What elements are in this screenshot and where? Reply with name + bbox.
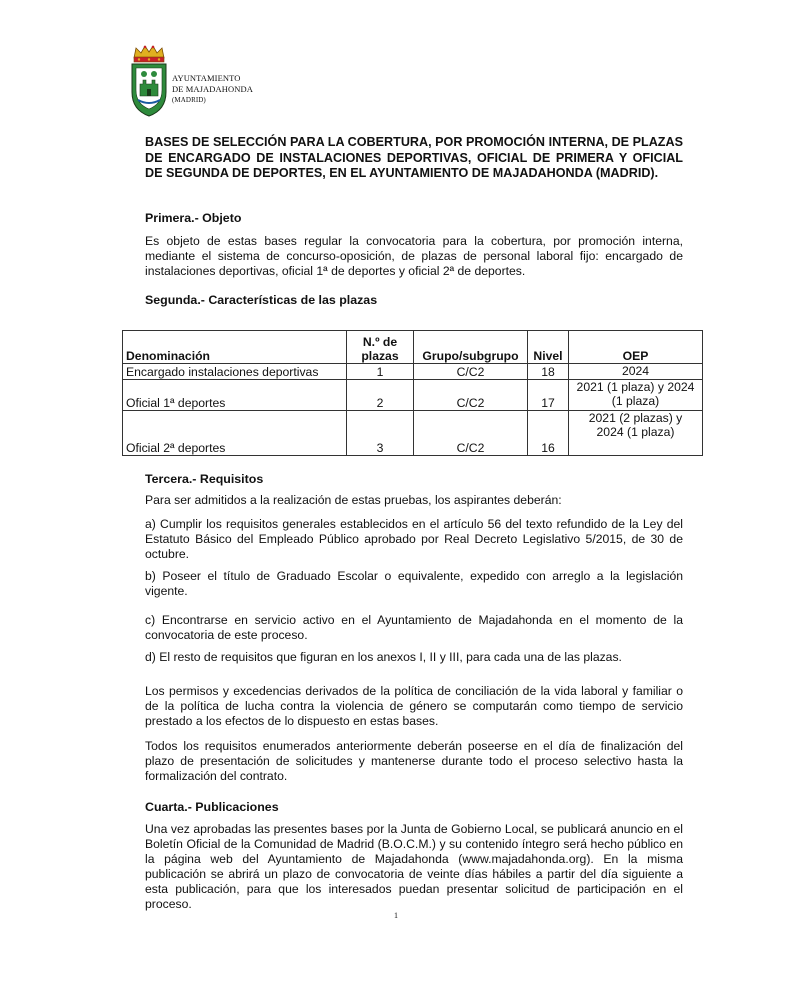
org-line-3: (MADRID)	[172, 96, 206, 104]
cell-denominacion: Encargado instalaciones deportivas	[123, 364, 347, 380]
cell-oep: 2024	[569, 364, 703, 380]
permisos-paragraph: Los permisos y excedencias derivados de la política de conciliación de la vida laboral y familiar o de la política de lucha contra la violencia de género se computarán como tiempo de servicio prestado a los efectos de lo dispuesto en estas bases.	[145, 684, 683, 728]
cell-plazas: 1	[347, 364, 414, 380]
header-denominacion: Denominación	[123, 331, 347, 364]
cell-oep: 2021 (2 plazas) y 2024 (1 plaza)	[569, 411, 703, 456]
cuarta-paragraph: Una vez aprobadas las presentes bases por la Junta de Gobierno Local, se publicará anuncio en el Boletín Oficial de la Comunidad de Madrid (B.O.C.M.) y su contenido íntegro será hecho público en la página web del Ayuntamiento de Majadahonda (www.majadahonda.org). En la misma publicación se abrirá un plazo de convocatoria de veinte días hábiles a partir del día siguiente a esta publicación, para que los interesados puedan presentar solicitud de participación en el proceso.	[145, 822, 683, 911]
header-nivel: Nivel	[528, 331, 569, 364]
org-line-1: AYUNTAMIENTO	[172, 73, 241, 83]
section-heading-tercera: Tercera.- Requisitos	[145, 472, 264, 486]
section-heading-cuarta: Cuarta.- Publicaciones	[145, 800, 279, 814]
table-row	[123, 380, 703, 411]
primera-paragraph: Es objeto de estas bases regular la convocatoria para la cobertura, por promoción interna, mediante el sistema de concurso-oposición, de plazas de personal laboral fijo: encargado de instalaciones deportivas, oficial 1ª de deportes y oficial 2ª de deportes.	[145, 234, 683, 278]
cell-denominacion: Oficial 2ª deportes	[123, 411, 347, 456]
document-title: BASES DE SELECCIÓN PARA LA COBERTURA, POR PROMOCIÓN INTERNA, DE PLAZAS DE ENCARGADO DE INSTALACIONES DEPORTIVAS, OFICIAL DE PRIMERA Y OFICIAL DE SEGUNDA DE DEPORTES, EN EL AYUNTAMIENTO DE MAJADAHONDA (MADRID).	[145, 135, 683, 180]
requisito-c: c) Encontrarse en servicio activo en el Ayuntamiento de Majadahonda en el momento de la convocatoria de este proceso.	[145, 613, 683, 642]
cell-nivel: 16	[528, 411, 569, 456]
header-plazas: N.º de plazas	[347, 331, 414, 364]
cell-nivel: 17	[528, 380, 569, 411]
cell-oep: 2021 (1 plaza) y 2024 (1 plaza)	[569, 380, 703, 411]
tercera-intro: Para ser admitidos a la realización de estas pruebas, los aspirantes deberán:	[145, 493, 562, 507]
cell-grupo: C/C2	[414, 380, 528, 411]
section-heading-segunda: Segunda.- Características de las plazas	[145, 293, 378, 307]
table-header-row	[123, 331, 703, 364]
page-number: 1	[394, 911, 398, 920]
requisito-a: a) Cumplir los requisitos generales establecidos en el artículo 56 del texto refundido de la Ley del Estatuto Básico del Empleado Público aprobado por Real Decreto Legislativo 5/2015, de 30 de octubre.	[145, 517, 683, 561]
org-line-2: DE MAJADAHONDA	[172, 84, 253, 94]
requisito-b: b) Poseer el título de Graduado Escolar o equivalente, expedido con arreglo a la legislación vigente.	[145, 569, 683, 598]
cell-grupo: C/C2	[414, 411, 528, 456]
cell-plazas: 3	[347, 411, 414, 456]
table-row	[123, 364, 703, 380]
plazas-table	[122, 330, 703, 456]
cell-denominacion: Oficial 1ª deportes	[123, 380, 347, 411]
cell-nivel: 18	[528, 364, 569, 380]
requisito-d: d) El resto de requisitos que figuran en los anexos I, II y III, para cada una de las plazas.	[145, 650, 622, 664]
coat-of-arms-logo	[128, 44, 170, 118]
organization-name	[172, 73, 253, 106]
todos-requisitos-paragraph: Todos los requisitos enumerados anteriormente deberán poseerse en el día de finalización del plazo de presentación de solicitudes y mantenerse durante todo el proceso selectivo hasta la formalización del contrato.	[145, 739, 683, 783]
table-row	[123, 411, 703, 456]
cell-grupo: C/C2	[414, 364, 528, 380]
header-grupo: Grupo/subgrupo	[414, 331, 528, 364]
section-heading-primera: Primera.- Objeto	[145, 211, 242, 225]
cell-plazas: 2	[347, 380, 414, 411]
header-oep: OEP	[569, 331, 703, 364]
